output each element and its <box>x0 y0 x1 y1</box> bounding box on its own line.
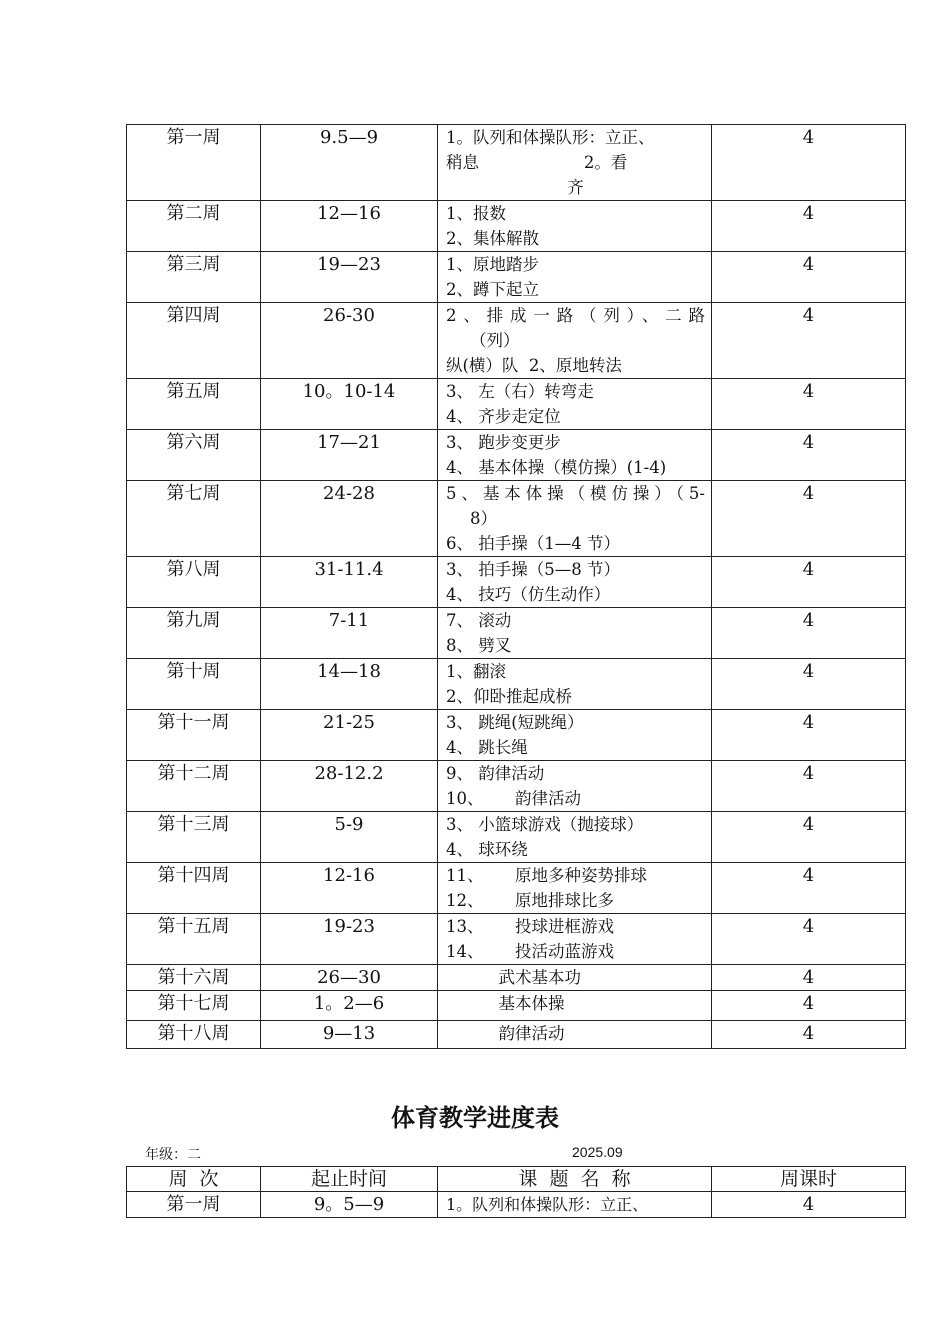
lesson-line: 稍息 2。看 <box>446 153 628 172</box>
lesson-line: 6、 拍手操（1—4 节） <box>446 534 620 553</box>
hours-cell: 4 <box>712 252 906 303</box>
lesson-line: 4、 技巧（仿生动作） <box>446 585 611 604</box>
dates-cell: 26-30 <box>261 303 438 379</box>
hours-cell: 4 <box>712 1021 906 1049</box>
table-row <box>127 557 906 608</box>
lesson-cell <box>438 863 712 914</box>
lesson-line: 14、 投活动蓝游戏 <box>446 942 614 961</box>
dates-cell: 17—21 <box>261 430 438 481</box>
lesson-cell <box>438 608 712 659</box>
dates-cell: 28-12.2 <box>261 761 438 812</box>
table-header-row <box>127 1167 906 1192</box>
date-label: 2025.09 <box>572 1144 623 1160</box>
week-cell: 第十一周 <box>127 710 261 761</box>
lesson-line: （列） <box>470 331 520 350</box>
schedule-table-2 <box>126 1166 906 1218</box>
lesson-line: 4、 基本体操（模仿操）(1-4) <box>446 458 667 477</box>
dates-cell: 9.5—9 <box>261 125 438 201</box>
lesson-line: 8、 劈叉 <box>446 636 512 655</box>
dates-cell: 9—13 <box>261 1021 438 1049</box>
week-cell: 第一周 <box>127 125 261 201</box>
week-cell: 第十四周 <box>127 863 261 914</box>
lesson-cell <box>438 379 712 430</box>
week-cell: 第七周 <box>127 481 261 557</box>
table-row <box>127 252 906 303</box>
week-cell: 第十三周 <box>127 812 261 863</box>
lesson-cell <box>438 430 712 481</box>
table-row <box>127 303 906 379</box>
lesson-line: 4、 球环绕 <box>446 840 528 859</box>
lesson-line: 2、蹲下起立 <box>446 280 539 299</box>
hours-cell: 4 <box>712 991 906 1021</box>
week-cell: 第一周 <box>127 1192 261 1218</box>
lesson-line: 8） <box>470 509 497 528</box>
lesson-cell <box>438 481 712 557</box>
hours-cell: 4 <box>712 201 906 252</box>
table-row <box>127 659 906 710</box>
table-row <box>127 201 906 252</box>
lesson-line: 10、 韵律活动 <box>446 789 581 808</box>
lesson-line: 纵(横）队 2、原地转法 <box>446 356 622 375</box>
lesson-line: 1、报数 <box>446 204 506 223</box>
table-row <box>127 761 906 812</box>
lesson-line: 2、仰卧推起成桥 <box>446 687 572 706</box>
table-row <box>127 965 906 991</box>
lesson-line: 9、 韵律活动 <box>446 764 545 783</box>
hours-cell: 4 <box>712 481 906 557</box>
lesson-line: 1、原地踏步 <box>446 255 539 274</box>
table-row <box>127 1192 906 1218</box>
header-hours: 周课时 <box>712 1167 906 1192</box>
lesson-line: 12、 原地排球比多 <box>446 891 614 910</box>
lesson-line: 韵律活动 <box>446 1024 565 1043</box>
lesson-line: 13、 投球进框游戏 <box>446 917 614 936</box>
page-title: 体育教学进度表 <box>391 1104 559 1132</box>
dates-cell: 14—18 <box>261 659 438 710</box>
lesson-line: 1、翻滚 <box>446 662 506 681</box>
header-lesson: 课 题 名 称 <box>438 1167 712 1192</box>
lesson-cell <box>438 914 712 965</box>
hours-cell: 4 <box>712 557 906 608</box>
week-cell: 第八周 <box>127 557 261 608</box>
week-cell: 第十六周 <box>127 965 261 991</box>
lesson-line: 3、 小篮球游戏（抛接球） <box>446 815 644 834</box>
lesson-line: 11、 原地多种姿势排球 <box>446 866 647 885</box>
lesson-line: 武术基本功 <box>446 968 581 987</box>
table-row <box>127 379 906 430</box>
hours-cell: 4 <box>712 965 906 991</box>
table-row <box>127 991 906 1021</box>
lesson-line: 7、 滚动 <box>446 611 512 630</box>
lesson-cell <box>438 1021 712 1049</box>
week-cell: 第五周 <box>127 379 261 430</box>
lesson-cell <box>438 812 712 863</box>
schedule-table <box>126 124 906 1049</box>
hours-cell: 4 <box>712 863 906 914</box>
lesson-line: 3、 跳绳(短跳绳） <box>446 713 584 732</box>
dates-cell: 24-28 <box>261 481 438 557</box>
hours-cell: 4 <box>712 125 906 201</box>
hours-cell: 4 <box>712 1192 906 1218</box>
dates-cell: 19—23 <box>261 252 438 303</box>
table-row <box>127 914 906 965</box>
lesson-cell <box>438 710 712 761</box>
dates-cell: 31-11.4 <box>261 557 438 608</box>
lesson-cell <box>438 201 712 252</box>
dates-cell: 19-23 <box>261 914 438 965</box>
lesson-line: 5、基本体操（模仿操）（5- <box>446 484 705 503</box>
dates-cell: 5-9 <box>261 812 438 863</box>
table-row <box>127 863 906 914</box>
header-week: 周 次 <box>127 1167 261 1192</box>
week-cell: 第二周 <box>127 201 261 252</box>
lesson-cell: 1。队列和体操队形：立正、 <box>438 1192 712 1218</box>
hours-cell: 4 <box>712 303 906 379</box>
table-row <box>127 812 906 863</box>
hours-cell: 4 <box>712 379 906 430</box>
lesson-line: 3、 拍手操（5—8 节） <box>446 560 620 579</box>
lesson-cell <box>438 125 712 201</box>
week-cell: 第九周 <box>127 608 261 659</box>
week-cell: 第十七周 <box>127 991 261 1021</box>
dates-cell: 21-25 <box>261 710 438 761</box>
week-cell: 第十五周 <box>127 914 261 965</box>
lesson-cell <box>438 557 712 608</box>
hours-cell: 4 <box>712 914 906 965</box>
dates-cell: 10。10-14 <box>261 379 438 430</box>
table-row <box>127 481 906 557</box>
dates-cell: 26—30 <box>261 965 438 991</box>
lesson-line: 1。队列和体操队形：立正、 <box>446 128 655 147</box>
lesson-line: 3、 跑步变更步 <box>446 433 561 452</box>
lesson-line: 齐 <box>567 178 584 197</box>
lesson-cell <box>438 991 712 1021</box>
table-row <box>127 608 906 659</box>
week-cell: 第三周 <box>127 252 261 303</box>
week-cell: 第十八周 <box>127 1021 261 1049</box>
hours-cell: 4 <box>712 710 906 761</box>
lesson-cell <box>438 761 712 812</box>
dates-cell: 1。2—6 <box>261 991 438 1021</box>
table-row <box>127 125 906 201</box>
lesson-line: 2、集体解散 <box>446 229 539 248</box>
lesson-cell <box>438 659 712 710</box>
hours-cell: 4 <box>712 812 906 863</box>
grade-label: 年级：二 <box>145 1147 201 1163</box>
dates-cell: 12—16 <box>261 201 438 252</box>
lesson-line: 2、排成一路（列）、二路 <box>446 306 705 325</box>
hours-cell: 4 <box>712 659 906 710</box>
lesson-cell <box>438 303 712 379</box>
week-cell: 第十二周 <box>127 761 261 812</box>
table-row <box>127 710 906 761</box>
lesson-line: 3、 左（右）转弯走 <box>446 382 594 401</box>
lesson-cell <box>438 252 712 303</box>
week-cell: 第四周 <box>127 303 261 379</box>
lesson-line: 4、 跳长绳 <box>446 738 528 757</box>
hours-cell: 4 <box>712 761 906 812</box>
lesson-line: 基本体操 <box>446 994 565 1013</box>
hours-cell: 4 <box>712 430 906 481</box>
week-cell: 第六周 <box>127 430 261 481</box>
dates-cell: 12-16 <box>261 863 438 914</box>
table-row <box>127 1021 906 1049</box>
lesson-cell <box>438 965 712 991</box>
hours-cell: 4 <box>712 608 906 659</box>
week-cell: 第十周 <box>127 659 261 710</box>
table-row <box>127 430 906 481</box>
dates-cell: 9。5—9 <box>261 1192 438 1218</box>
dates-cell: 7-11 <box>261 608 438 659</box>
header-dates: 起止时间 <box>261 1167 438 1192</box>
lesson-line: 4、 齐步走定位 <box>446 407 561 426</box>
